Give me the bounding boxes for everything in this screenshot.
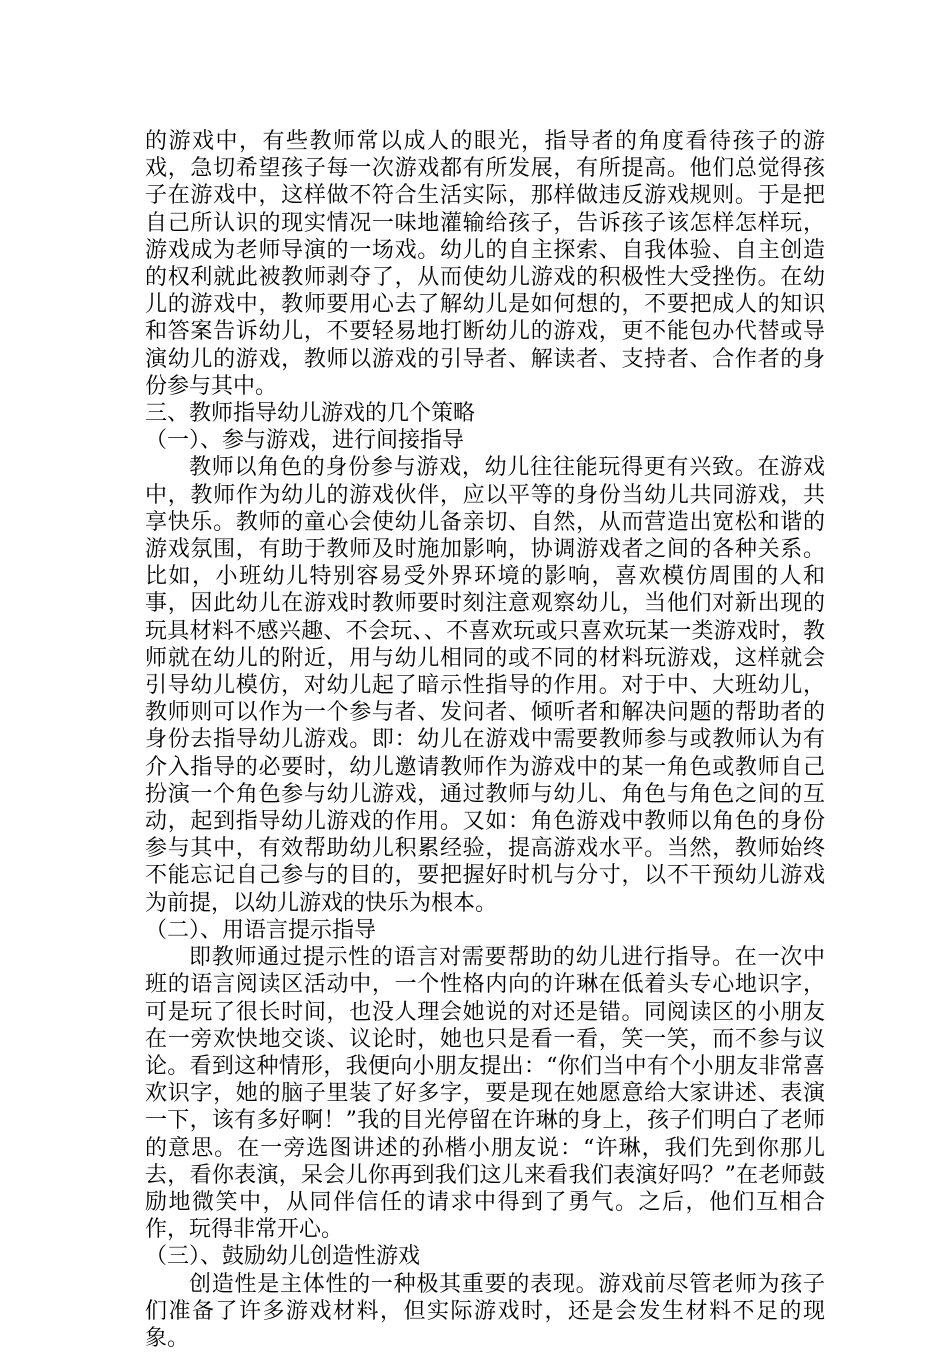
- document-body: [145, 128, 825, 1352]
- subheading-language-hints: （二）、用语言提示指导: [145, 917, 377, 943]
- paragraph-language-hints: 即教师通过提示性的语言对需要帮助的幼儿进行指导。在一次中班的语言阅读区活动中，一个性格内向的许琳在低着头专心地识字，可是玩了很长时间，也没人理会她说的对还是错。同阅读区的小朋友在一旁欢快地交谈、议论时，她也只是看一看，笑一笑，而不参与议论。看到这种情形，我便向小朋友提出：“你们当中有个小朋友非常喜欢识字，她的脑子里装了好多字，要是现在她愿意给大家讲述、表演一下，该有多好啊！”我的目光停留在许琳的身上，孩子们明白了老师的意思。在一旁选图讲述的孙楷小朋友说：“许琳，我们先到你那儿去，看你表演，呆会儿你再到我们这儿来看我们表演好吗？”在老师鼓励地微笑中，从同伴信任的请求中得到了勇气。之后，他们互相合作，玩得非常开心。: [145, 945, 825, 1243]
- paragraph-creative-play: 创造性是主体性的一种极其重要的表现。游戏前尽管老师为孩子们准备了许多游戏材料，但实际游戏时，还是会发生材料不足的现象。: [145, 1271, 825, 1351]
- paragraph-participate: 教师以角色的身份参与游戏，幼儿往往能玩得更有兴致。在游戏中，教师作为幼儿的游戏伙伴，应以平等的身份当幼儿共同游戏，共享快乐。教师的童心会使幼儿备亲切、自然，从而营造出宽松和谐的游戏氛围，有助于教师及时施加影响，协调游戏者之间的各种关系。比如，小班幼儿特别容易受外界环境的影响，喜欢模仿周围的人和事，因此幼儿在游戏时教师要时刻注意观察幼儿，当他们对新出现的玩具材料不感兴趣、不会玩、、不喜欢玩或只喜欢玩某一类游戏时，教师就在幼儿的附近，用与幼儿相同的或不同的材料玩游戏，这样就会引导幼儿模仿，对幼儿起了暗示性指导的作用。对于中、大班幼儿，教师则可以作为一个参与者、发问者、倾听者和解决问题的帮助者的身份去指导幼儿游戏。即：幼儿在游戏中需要教师参与或教师认为有介入指导的必要时，幼儿邀请教师作为游戏中的某一角色或教师自己扮演一个角色参与幼儿游戏，通过教师与幼儿、角色与角色之间的互动，起到指导幼儿游戏的作用。又如：角色游戏中教师以角色的身份参与其中，有效帮助幼儿积累经验，提高游戏水平。当然，教师始终不能忘记自己参与的目的，要把握好时机与分寸，以不干预幼儿游戏为前提，以幼儿游戏的快乐为根本。: [145, 455, 825, 916]
- subheading-creative-play: （三）、鼓励幼儿创造性游戏: [145, 1244, 421, 1270]
- subheading-participate: （一）、参与游戏，进行间接指导: [145, 428, 465, 454]
- section-heading: 三、教师指导幼儿游戏的几个策略: [145, 401, 476, 427]
- paragraph-continued: 的游戏中，有些教师常以成人的眼光，指导者的角度看待孩子的游戏，急切希望孩子每一次游戏都有所发展，有所提高。他们总觉得孩子在游戏中，这样做不符合生活实际，那样做违反游戏规则。于是把自己所认识的现实情况一味地灌输给孩子，告诉孩子该怎样怎样玩，游戏成为老师导演的一场戏。幼儿的自主探索、自我体验、自主创造的权利就此被教师剥夺了，从而使幼儿游戏的积极性大受挫伤。在幼儿的游戏中，教师要用心去了解幼儿是如何想的，不要把成人的知识和答案告诉幼儿，不要轻易地打断幼儿的游戏，更不能包办代替或导演幼儿的游戏，教师以游戏的引导者、解读者、支持者、合作者的身份参与其中。: [145, 129, 825, 399]
